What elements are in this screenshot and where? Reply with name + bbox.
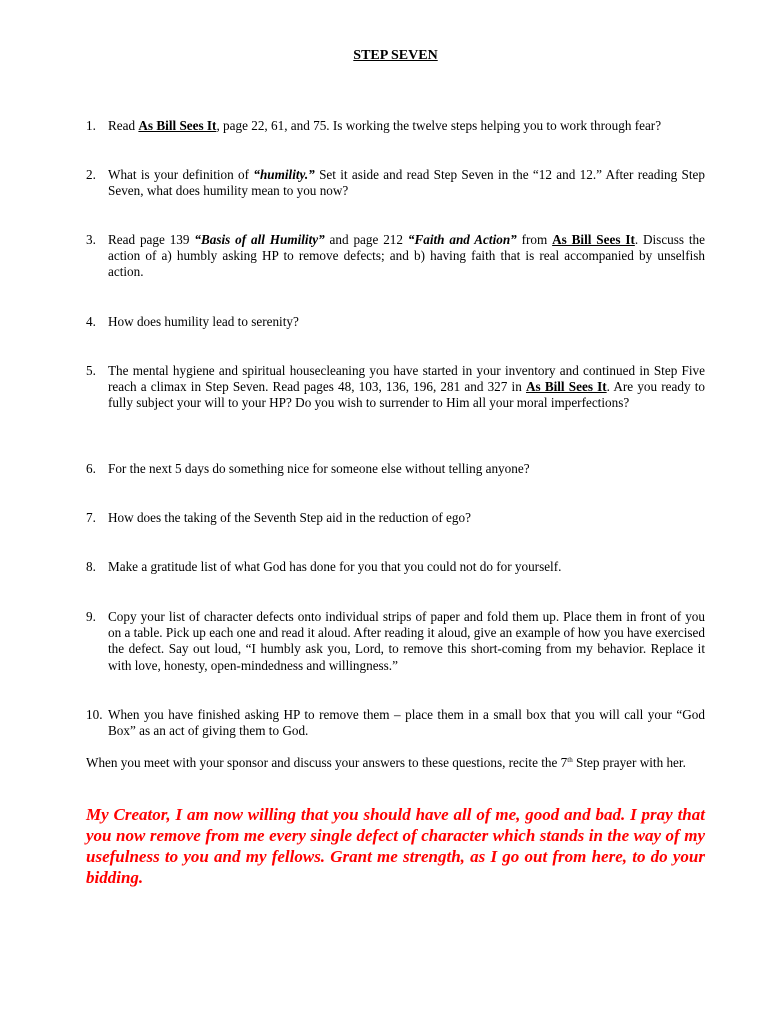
question-text: [108, 707, 705, 739]
book-title: As Bill Sees It: [552, 232, 635, 247]
page-title: STEP SEVEN: [353, 48, 438, 63]
question-number: 7.: [86, 510, 96, 525]
question-number: 4.: [86, 314, 96, 329]
question-number: 1.: [86, 118, 96, 133]
question-text: [108, 167, 705, 199]
question-item: [86, 314, 705, 330]
question-text-segment: from: [516, 232, 553, 247]
question-text-segment: Set it aside and read Step Seven in the “12 and 12.” After reading Step Seven, what does humility mean to you now?: [108, 167, 705, 199]
question-text: [108, 461, 705, 477]
question-text-segment: . Discuss the action of a) humbly asking HP to remove defects; and b) having faith that is real accompanied by unselfish action.: [108, 232, 705, 280]
book-title: As Bill Sees It: [138, 118, 217, 133]
seventh-step-prayer: My Creator, I am now willing that you should have all of me, good and bad. I pray that you now remove from me every single defect of character which stands in the way of my usefulness to you and my fellows. Grant me strength, as I go out from here, to do your bidding.: [86, 805, 705, 887]
question-text-segment: When you have finished asking HP to remove them – place them in a small box that you will call your “God Box” as an act of giving them to God.: [108, 707, 705, 739]
question-item: [86, 510, 705, 526]
question-item: [86, 707, 705, 739]
question-text-segment: Make a gratitude list of what God has done for you that you could not do for yourself.: [108, 559, 562, 574]
question-item: [86, 609, 705, 674]
question-number: 5.: [86, 363, 96, 378]
question-number: 6.: [86, 461, 96, 476]
closing-text-after: Step prayer with her.: [572, 755, 686, 770]
question-item: [86, 118, 705, 134]
question-text-segment: . Are you ready to fully subject your will to your HP? Do you wish to surrender to Him all your moral imperfections?: [108, 379, 706, 411]
question-text-segment: For the next 5 days do something nice for someone else without telling anyone?: [108, 461, 530, 476]
question-number: 9.: [86, 609, 96, 624]
question-text: [108, 118, 705, 134]
closing-superscript: th: [567, 756, 573, 764]
question-number: 3.: [86, 232, 96, 247]
question-text: [108, 314, 705, 330]
question-text-segment: Copy your list of character defects onto individual strips of paper and fold them up. Place them in front of you on a table. Pick up each one and read it aloud. After reading it aloud, give an example of how you have exercised the defect. Say out loud, “I humbly ask you, Lord, to remove this short-coming from my behavior. Replace it with love, honesty, open-mindedness and willingness.”: [108, 609, 705, 673]
question-text: [108, 559, 705, 575]
question-text-segment: What is your definition of: [108, 167, 254, 182]
emphasis-text: “humility.”: [253, 167, 315, 182]
book-title: As Bill Sees It: [525, 379, 607, 395]
question-text-segment: The mental hygiene and spiritual housecleaning you have started in your inventory and continued in Step Five reach a climax in Step Seven. Read pages 48, 103, 136, 196, 281 and 327 in: [108, 363, 705, 395]
question-number: 10.: [86, 707, 103, 722]
question-item: [86, 232, 705, 281]
question-text-segment: Read: [108, 118, 139, 133]
question-text-segment: How does the taking of the Seventh Step aid in the reduction of ego?: [108, 510, 471, 525]
closing-paragraph: [86, 755, 705, 771]
question-number: 8.: [86, 559, 96, 574]
closing-text-before: When you meet with your sponsor and discuss your answers to these questions, recite the 7: [86, 755, 568, 770]
question-text-segment: How does humility lead to serenity?: [108, 314, 299, 329]
question-number: 2.: [86, 167, 96, 182]
question-text-segment: and page 212: [324, 232, 408, 247]
question-text: [108, 363, 705, 412]
question-item: [86, 363, 705, 412]
question-text: [108, 609, 705, 674]
question-text-segment: , page 22, 61, and 75. Is working the twelve steps helping you to work through fear?: [216, 118, 662, 133]
question-item: [86, 559, 705, 575]
question-text: [108, 232, 705, 281]
question-text: [108, 510, 705, 526]
emphasis-text: “Faith and Action”: [407, 232, 517, 247]
emphasis-text: “Basis of all Humility”: [194, 232, 325, 247]
question-text-segment: Read page 139: [108, 232, 195, 247]
question-item: [86, 167, 705, 199]
question-item: [86, 461, 705, 477]
